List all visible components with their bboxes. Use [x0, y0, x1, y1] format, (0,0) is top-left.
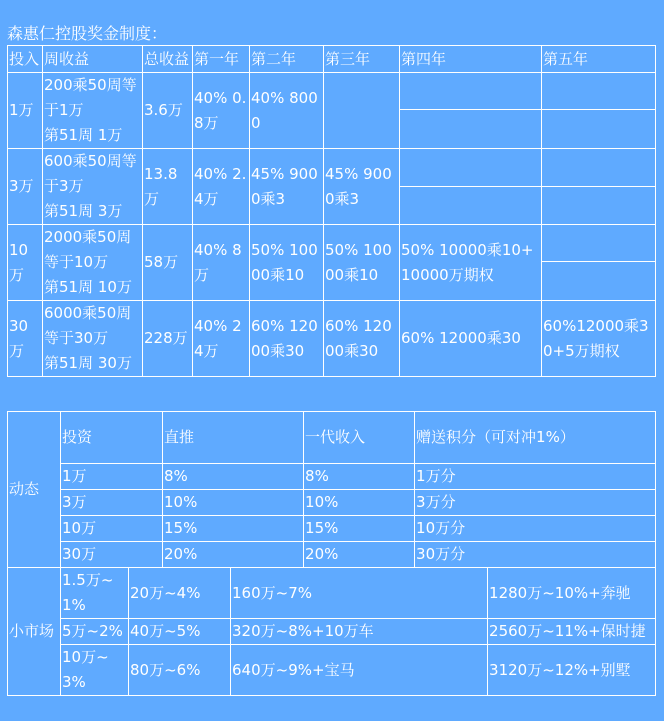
empty-cell	[542, 187, 656, 225]
year5-cell	[542, 149, 656, 187]
header-weekly: 周收益	[43, 46, 143, 73]
dynamic-header-row	[8, 412, 656, 464]
income-cell: 8%	[304, 464, 415, 490]
year3-cell: 50% 10000乘10	[324, 225, 400, 301]
year5-cell	[542, 225, 656, 262]
invest-cell: 30万	[8, 301, 43, 377]
year1-cell: 40% 2.4万	[193, 149, 250, 225]
market-tier-cell: 320万~8%+10万车	[231, 619, 488, 645]
year5-cell: 60%12000乘30+5万期权	[542, 301, 656, 377]
invest-cell: 10万	[8, 225, 43, 301]
direct-cell: 15%	[163, 516, 304, 542]
table-row	[8, 542, 656, 568]
investment-cell: 30万	[61, 542, 163, 568]
empty-cell	[542, 110, 656, 149]
header-direct: 直推	[163, 412, 304, 464]
market-tier-cell: 80万~6%	[129, 645, 231, 696]
empty-cell	[400, 187, 542, 225]
weekly-line: 200乘50周等于1万	[44, 76, 137, 119]
year4-cell: 60% 12000乘30	[400, 301, 542, 377]
weekly-line: 6000乘50周等于30万	[44, 304, 132, 347]
points-cell: 1万分	[415, 464, 656, 490]
year1-cell: 40% 8万	[193, 225, 250, 301]
year2-cell: 45% 9000乘3	[250, 149, 324, 225]
weekly-line: 第51周 3万	[44, 202, 123, 220]
weekly-line: 第51周 30万	[44, 354, 132, 372]
weekly-cell	[43, 73, 143, 149]
weekly-line: 第51周 1万	[44, 126, 123, 144]
weekly-line: 第51周 10万	[44, 278, 132, 296]
market-row	[8, 568, 656, 619]
year4-cell	[400, 73, 542, 110]
page-title: 森惠仁控股奖金制度：	[7, 24, 168, 43]
market-tier-cell: 640万~9%+宝马	[231, 645, 488, 696]
weekly-cell	[43, 301, 143, 377]
year3-cell: 60% 12000乘30	[324, 301, 400, 377]
table-row	[8, 301, 656, 377]
points-cell: 30万分	[415, 542, 656, 568]
empty-cell	[400, 110, 542, 149]
dynamic-label: 动态	[8, 412, 61, 568]
income-cell: 15%	[304, 516, 415, 542]
market-tier-cell: 3120万~12%+别墅	[488, 645, 656, 696]
weekly-line: 2000乘50周等于10万	[44, 228, 132, 271]
points-cell: 3万分	[415, 490, 656, 516]
investment-cell: 3万	[61, 490, 163, 516]
income-cell: 20%	[304, 542, 415, 568]
table-row	[8, 490, 656, 516]
table-row	[8, 225, 656, 262]
header-total: 总收益	[143, 46, 193, 73]
market-tier-cell: 40万~5%	[129, 619, 231, 645]
total-cell: 228万	[143, 301, 193, 377]
investment-cell: 10万	[61, 516, 163, 542]
year4-cell	[400, 149, 542, 187]
year3-cell	[324, 73, 400, 149]
table-row	[8, 464, 656, 490]
market-tier-cell: 1280万~10%+奔驰	[488, 568, 656, 619]
header-year2: 第二年	[250, 46, 324, 73]
direct-cell: 10%	[163, 490, 304, 516]
year3-cell: 45% 9000乘3	[324, 149, 400, 225]
dynamic-market-table	[7, 411, 656, 696]
investment-cell: 1万	[61, 464, 163, 490]
direct-cell: 20%	[163, 542, 304, 568]
market-row	[8, 619, 656, 645]
weekly-cell	[43, 225, 143, 301]
points-cell: 10万分	[415, 516, 656, 542]
table-row	[8, 73, 656, 110]
year1-cell: 40% 24万	[193, 301, 250, 377]
weekly-cell	[43, 149, 143, 225]
header-year5: 第五年	[542, 46, 656, 73]
bonus-schedule-table	[7, 45, 656, 377]
header-year1: 第一年	[193, 46, 250, 73]
market-tier-cell: 160万~7%	[231, 568, 488, 619]
total-cell: 3.6万	[143, 73, 193, 149]
total-cell: 58万	[143, 225, 193, 301]
direct-cell: 8%	[163, 464, 304, 490]
header-year3: 第三年	[324, 46, 400, 73]
invest-cell: 1万	[8, 73, 43, 149]
weekly-line: 600乘50周等于3万	[44, 152, 137, 195]
year2-cell: 40% 8000	[250, 73, 324, 149]
header-bonus-points: 赠送积分（可对冲1%）	[415, 412, 656, 464]
total-cell: 13.8万	[143, 149, 193, 225]
header-investment: 投资	[61, 412, 163, 464]
table-row	[8, 149, 656, 187]
market-tier-cell: 10万~3%	[61, 645, 129, 696]
year4-cell: 50% 10000乘10+10000万期权	[400, 225, 542, 301]
market-tier-cell: 20万~4%	[129, 568, 231, 619]
empty-cell	[542, 262, 656, 301]
year2-cell: 60% 12000乘30	[250, 301, 324, 377]
market-row	[8, 645, 656, 696]
income-cell: 10%	[304, 490, 415, 516]
header-year4: 第四年	[400, 46, 542, 73]
header-invest: 投入	[8, 46, 43, 73]
year5-cell	[542, 73, 656, 110]
market-tier-cell: 2560万~11%+保时捷	[488, 619, 656, 645]
market-tier-cell: 5万~2%	[61, 619, 129, 645]
market-label: 小市场	[8, 568, 61, 696]
table-header-row	[8, 46, 656, 73]
year1-cell: 40% 0.8万	[193, 73, 250, 149]
invest-cell: 3万	[8, 149, 43, 225]
table-row	[8, 516, 656, 542]
year2-cell: 50% 10000乘10	[250, 225, 324, 301]
market-tier-cell: 1.5万~1%	[61, 568, 129, 619]
header-first-gen-income: 一代收入	[304, 412, 415, 464]
